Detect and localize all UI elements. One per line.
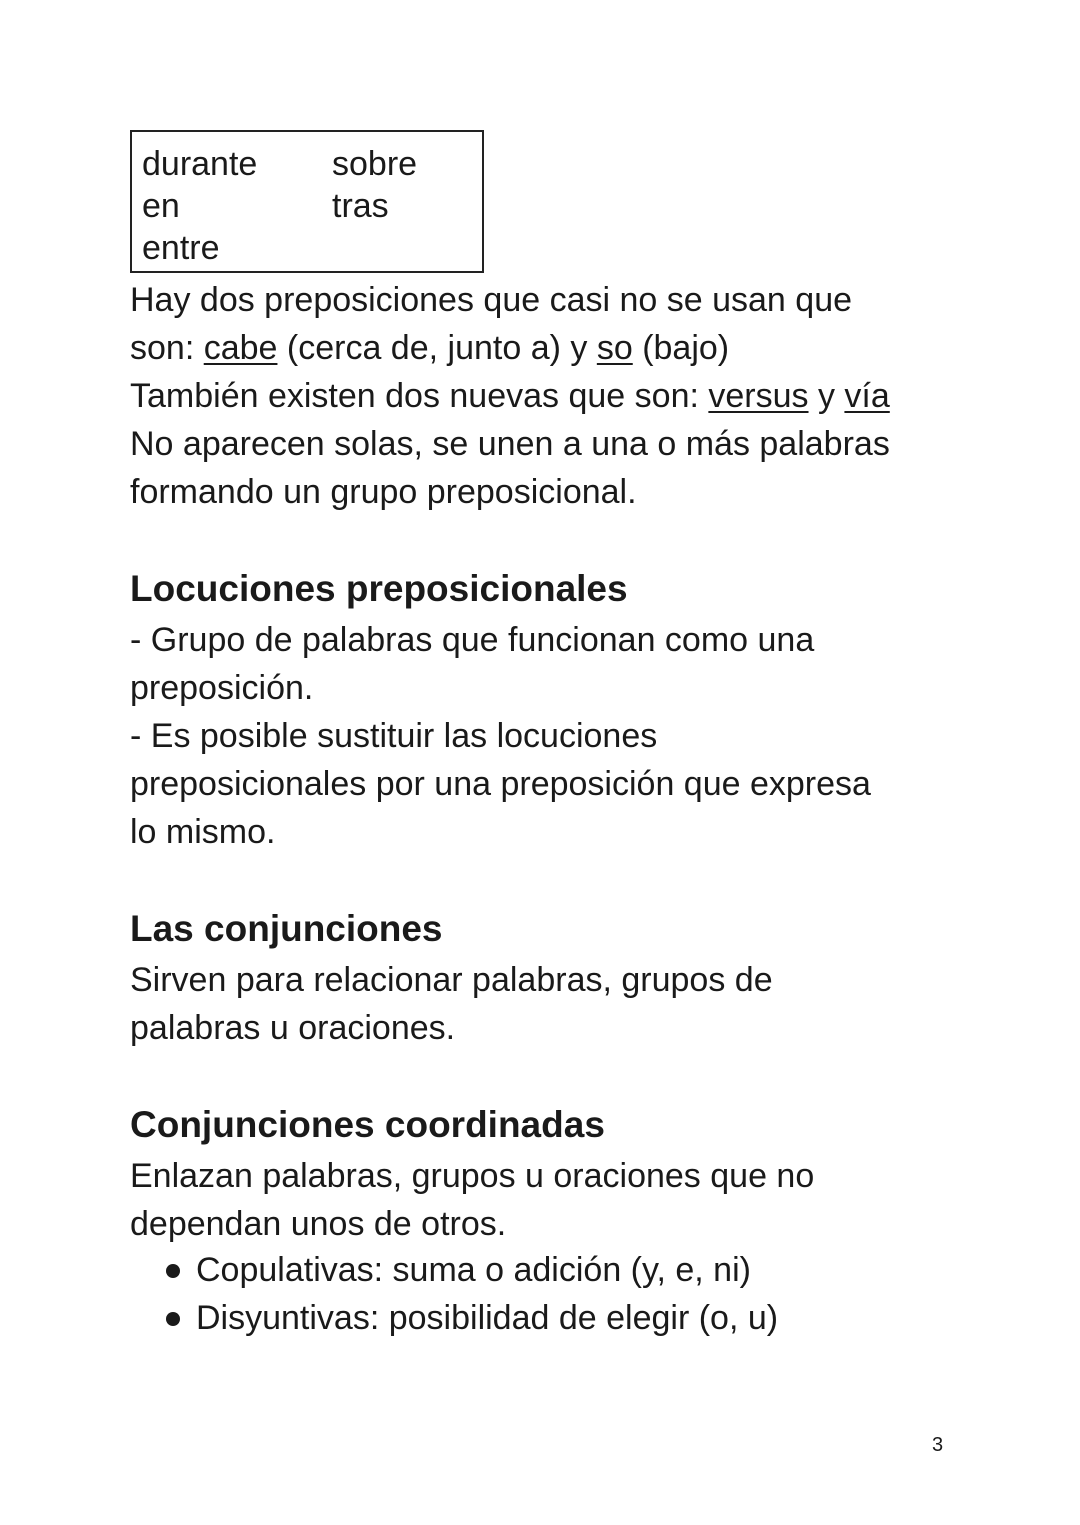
intro-line-1: Hay dos preposiciones que casi no se usan que <box>130 281 853 319</box>
bullet-icon <box>166 1312 180 1326</box>
preposition-box <box>130 130 484 273</box>
conjunciones-line-1: Sirven para relacionar palabras, grupos de <box>130 961 773 999</box>
locuciones-line-2: preposición. <box>130 669 314 707</box>
intro-line-2: son: cabe (cerca de, junto a) y so (bajo) <box>130 329 730 367</box>
coordinadas-line-2: dependan unos de otros. <box>130 1205 507 1243</box>
preposition-en: en <box>142 187 180 225</box>
versus-word: versus <box>708 377 809 415</box>
intro-paragraph <box>130 276 960 516</box>
locuciones-line-1: - Grupo de palabras que funcionan como una <box>130 621 815 659</box>
preposition-sobre: sobre <box>332 145 418 183</box>
via-word: vía <box>844 377 890 415</box>
so-word: so <box>596 329 633 367</box>
page-number: 3 <box>932 1434 944 1456</box>
preposition-durante: durante <box>142 145 258 183</box>
locuciones-paragraph <box>130 616 960 856</box>
cabe-word: cabe <box>203 329 278 367</box>
conjunciones-paragraph <box>130 956 960 1052</box>
conjunciones-heading: Las conjunciones <box>130 908 443 949</box>
locuciones-line-5: lo mismo. <box>130 813 276 851</box>
coordinadas-heading: Conjunciones coordinadas <box>130 1104 605 1145</box>
list-item: Disyuntivas: posibilidad de elegir (o, u) <box>130 1294 778 1342</box>
locuciones-heading: Locuciones preposicionales <box>130 568 628 609</box>
conjunciones-line-2: palabras u oraciones. <box>130 1009 456 1047</box>
coordinadas-paragraph <box>130 1152 960 1248</box>
coordinadas-line-1: Enlazan palabras, grupos u oraciones que no <box>130 1157 815 1195</box>
bullet-icon <box>166 1264 180 1278</box>
intro-line-4: No aparecen solas, se unen a una o más palabras <box>130 425 890 463</box>
preposition-tras: tras <box>332 187 389 225</box>
coordinadas-list <box>130 1246 778 1342</box>
list-item: Copulativas: suma o adición (y, e, ni) <box>130 1246 778 1294</box>
preposition-entre: entre <box>142 229 220 267</box>
locuciones-line-3: - Es posible sustituir las locuciones <box>130 717 658 755</box>
intro-line-5: formando un grupo preposicional. <box>130 473 637 511</box>
intro-line-3: También existen dos nuevas que son: versus y vía <box>130 377 890 415</box>
locuciones-line-4: preposicionales por una preposición que expresa <box>130 765 871 803</box>
